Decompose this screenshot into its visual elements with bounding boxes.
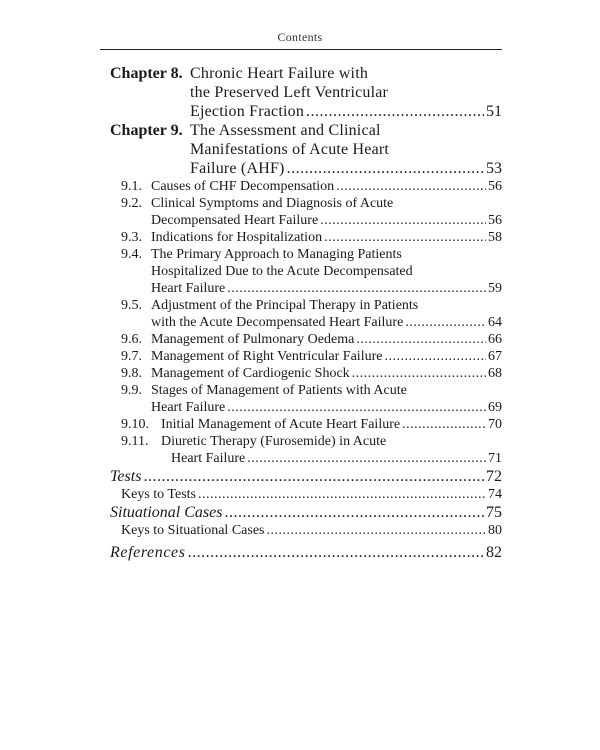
running-header: Contents bbox=[277, 30, 323, 44]
keys-to-tests-title: Keys to Tests bbox=[121, 487, 196, 502]
chapter-9-title-line-1: The Assessment and Clinical bbox=[190, 122, 381, 139]
page-number: 74 bbox=[488, 487, 502, 502]
toc-entry-keys-to-situational-cases[interactable] bbox=[121, 524, 502, 538]
section-9-8-title: Management of Cardiogenic Shock bbox=[151, 366, 350, 381]
section-9-6-number: 9.6. bbox=[121, 332, 142, 347]
section-9-9-title-line-1: Stages of Management of Patients with Acute bbox=[151, 383, 407, 398]
page-number: 53 bbox=[486, 160, 502, 177]
chapter-8-title-line-1: Chronic Heart Failure with bbox=[190, 65, 369, 82]
page-number: 70 bbox=[488, 417, 502, 432]
tests-title: Tests bbox=[110, 468, 142, 485]
dot-leader bbox=[324, 231, 486, 245]
page-number: 66 bbox=[488, 332, 502, 347]
chapter-8-title-line-2: the Preserved Left Ventricular bbox=[190, 84, 389, 101]
page-number: 67 bbox=[488, 349, 502, 364]
toc-entry-keys-to-tests[interactable] bbox=[121, 488, 502, 502]
page-number: 51 bbox=[486, 103, 502, 120]
toc-entry-references[interactable] bbox=[110, 545, 502, 561]
dot-leader bbox=[384, 350, 486, 364]
section-9-5-title-line-1: Adjustment of the Principal Therapy in Patients bbox=[151, 298, 419, 313]
toc-entry-9-7[interactable] bbox=[151, 350, 502, 364]
dot-leader bbox=[336, 180, 486, 194]
keys-to-situational-cases-title: Keys to Situational Cases bbox=[121, 523, 265, 538]
chapter-8-label: Chapter 8. bbox=[110, 65, 183, 82]
chapter-9-title-line-3: Failure (AHF) bbox=[190, 160, 285, 177]
section-9-10-number: 9.10. bbox=[121, 417, 149, 432]
section-9-2-title-line-1: Clinical Symptoms and Diagnosis of Acute bbox=[151, 196, 394, 211]
dot-leader bbox=[356, 333, 486, 347]
dot-leader bbox=[224, 505, 484, 521]
references-title: References bbox=[110, 544, 186, 561]
section-9-4-title-line-3: Heart Failure bbox=[151, 281, 226, 296]
section-9-4-title-line-2: Hospitalized Due to the Acute Decompensated bbox=[151, 264, 413, 279]
toc-entry-9-6[interactable] bbox=[151, 333, 502, 347]
toc-entry-9-3[interactable] bbox=[151, 231, 502, 245]
dot-leader bbox=[227, 401, 486, 415]
dot-leader bbox=[247, 452, 486, 466]
section-9-3-number: 9.3. bbox=[121, 230, 142, 245]
section-9-7-number: 9.7. bbox=[121, 349, 142, 364]
section-9-11-title-line-1: Diuretic Therapy (Furosemide) in Acute bbox=[161, 434, 387, 449]
section-9-5-number: 9.5. bbox=[121, 298, 142, 313]
toc-entry-9-11[interactable] bbox=[171, 452, 502, 466]
dot-leader bbox=[143, 469, 484, 485]
chapter-9-title-line-2: Manifestations of Acute Heart bbox=[190, 141, 390, 158]
section-9-2-title-line-2: Decompensated Heart Failure bbox=[151, 213, 319, 228]
section-9-8-number: 9.8. bbox=[121, 366, 142, 381]
dot-leader bbox=[352, 367, 486, 381]
situational-cases-title: Situational Cases bbox=[110, 504, 223, 521]
section-9-4-title-line-1: The Primary Approach to Managing Patients bbox=[151, 247, 402, 262]
chapter-8-title-line-3: Ejection Fraction bbox=[190, 103, 305, 120]
section-9-1-title: Causes of CHF Decompensation bbox=[151, 179, 335, 194]
dot-leader bbox=[402, 418, 486, 432]
toc-entry-9-10[interactable] bbox=[161, 418, 502, 432]
page-number: 80 bbox=[488, 523, 502, 538]
section-9-2-number: 9.2. bbox=[121, 196, 142, 211]
dot-leader bbox=[287, 161, 484, 177]
section-9-5-title-line-2: with the Acute Decompensated Heart Failure bbox=[151, 315, 404, 330]
section-9-7-title: Management of Right Ventricular Failure bbox=[151, 349, 383, 364]
toc-entry-9-5[interactable] bbox=[151, 316, 502, 330]
section-9-11-title-line-2: Heart Failure bbox=[171, 451, 246, 466]
dot-leader bbox=[320, 214, 486, 228]
dot-leader bbox=[188, 545, 484, 561]
toc-entry-9-1[interactable] bbox=[151, 180, 502, 194]
toc-entry-chapter-9[interactable] bbox=[190, 161, 502, 177]
page-number: 75 bbox=[486, 504, 502, 521]
section-9-9-number: 9.9. bbox=[121, 383, 142, 398]
toc-entry-9-2[interactable] bbox=[151, 214, 502, 228]
section-9-6-title: Management of Pulmonary Oedema bbox=[151, 332, 355, 347]
dot-leader bbox=[198, 488, 486, 502]
page-number: 59 bbox=[488, 281, 502, 296]
toc-entry-tests[interactable] bbox=[110, 469, 502, 485]
page-number: 68 bbox=[488, 366, 502, 381]
page-number: 69 bbox=[488, 400, 502, 415]
chapter-9-label: Chapter 9. bbox=[110, 122, 183, 139]
page-number: 64 bbox=[488, 315, 502, 330]
page-number: 58 bbox=[488, 230, 502, 245]
section-9-1-number: 9.1. bbox=[121, 179, 142, 194]
dot-leader bbox=[267, 524, 487, 538]
page-number: 56 bbox=[488, 179, 502, 194]
toc-entry-situational-cases[interactable] bbox=[110, 505, 502, 521]
section-9-9-title-line-2: Heart Failure bbox=[151, 400, 226, 415]
page-number: 71 bbox=[488, 451, 502, 466]
section-9-3-title: Indications for Hospitalization bbox=[151, 230, 323, 245]
section-9-10-title: Initial Management of Acute Heart Failure bbox=[161, 417, 401, 432]
dot-leader bbox=[405, 316, 486, 330]
toc-entry-9-9[interactable] bbox=[151, 401, 502, 415]
page-number: 82 bbox=[486, 544, 502, 561]
toc-entry-chapter-8[interactable] bbox=[190, 104, 502, 120]
toc-entry-9-4[interactable] bbox=[151, 282, 502, 296]
toc-entry-9-8[interactable] bbox=[151, 367, 502, 381]
page-number: 56 bbox=[488, 213, 502, 228]
section-9-4-number: 9.4. bbox=[121, 247, 142, 262]
page-number: 72 bbox=[486, 468, 502, 485]
dot-leader bbox=[227, 282, 486, 296]
section-9-11-number: 9.11. bbox=[121, 434, 149, 449]
dot-leader bbox=[306, 104, 484, 120]
